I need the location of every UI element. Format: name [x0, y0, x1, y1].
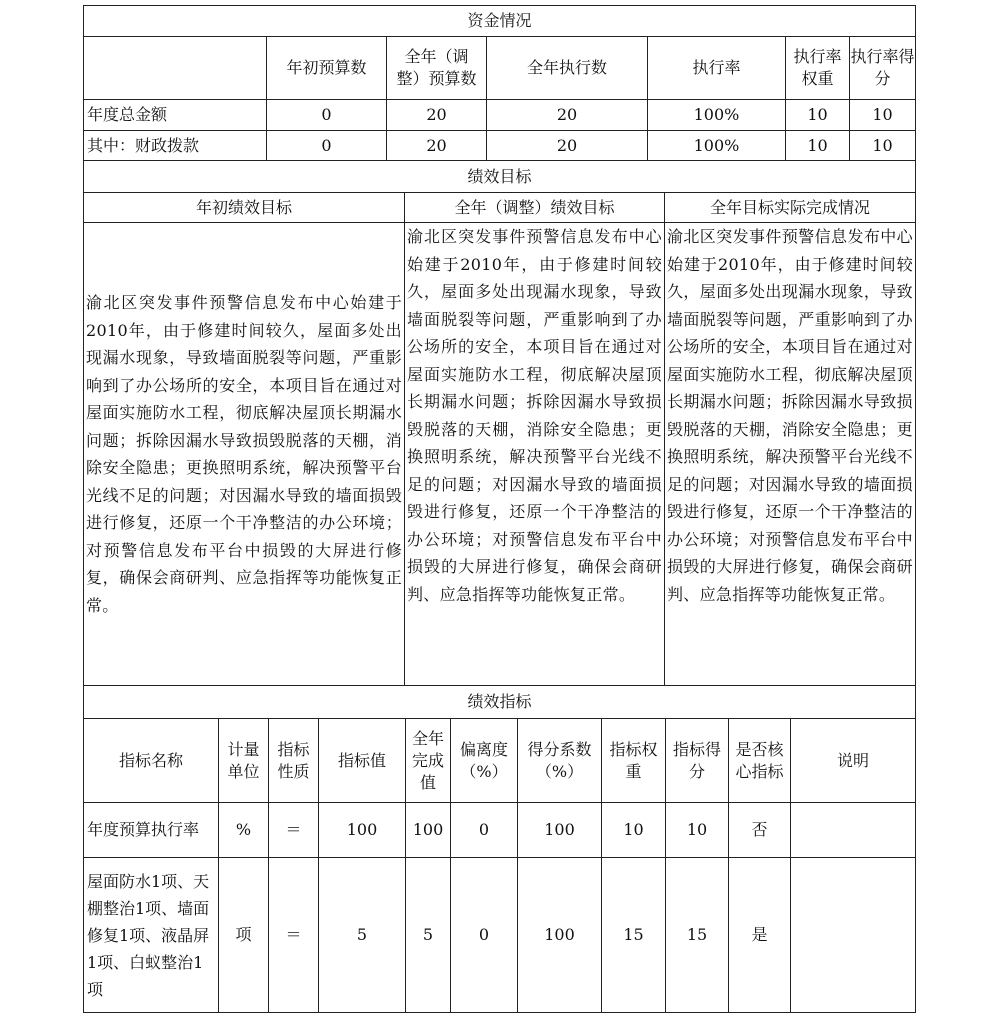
funds-cell: 20 [487, 131, 648, 161]
ind-cell: 10 [602, 803, 666, 858]
funds-table [83, 5, 916, 161]
ind-cell: 100 [319, 803, 406, 858]
ind-cell: % [219, 803, 269, 858]
funds-cell: 0 [267, 131, 387, 161]
goals-initial-text: 渝北区突发事件预警信息发布中心始建于2010年，由于修建时间较久，屋面多处出现漏水现象，导致墙面脱裂等问题，严重影响到了办公场所的安全，本项目旨在通过对屋面实施防水工程，彻底解决屋顶长期漏水问题；拆除因漏水导致损毁脱落的天棚，消除安全隐患；更换照明系统，解决预警平台光线不足的问题；对因漏水导致的墙面损毁进行修复，还原一个干净整洁的办公环境；对预警信息发布平台中损毁的大屏进行修复，确保会商研判、应急指挥等功能恢复正常。 [84, 223, 405, 686]
ind-header-core: 是否核心指标 [729, 719, 791, 803]
ind-cell [791, 803, 916, 858]
funds-cell: 10 [786, 131, 850, 161]
ind-cell: 5 [406, 858, 451, 1013]
funds-cell: 10 [850, 100, 916, 131]
ind-cell: 是 [729, 858, 791, 1013]
ind-header-nature: 指标性质 [269, 719, 319, 803]
funds-header-executed: 全年执行数 [487, 37, 648, 100]
ind-header-value: 指标值 [319, 719, 406, 803]
ind-cell: 0 [451, 858, 518, 1013]
ind-cell: 100 [518, 803, 602, 858]
goals-header-adjusted: 全年（调整）绩效目标 [405, 193, 665, 223]
funds-cell: 100% [648, 131, 786, 161]
funds-header-adjusted-budget: 全年（调整）预算数 [387, 37, 487, 100]
funds-cell: 0 [267, 100, 387, 131]
funds-row-label: 其中：财政拨款 [84, 131, 267, 161]
goals-header-initial: 年初绩效目标 [84, 193, 405, 223]
ind-cell: ＝ [269, 803, 319, 858]
funds-header-blank [84, 37, 267, 100]
ind-header-remark: 说明 [791, 719, 916, 803]
funds-cell: 10 [786, 100, 850, 131]
funds-header-weight: 执行率权重 [786, 37, 850, 100]
ind-cell: 否 [729, 803, 791, 858]
funds-cell: 20 [387, 131, 487, 161]
funds-cell: 100% [648, 100, 786, 131]
ind-cell: 15 [666, 858, 729, 1013]
ind-cell [791, 858, 916, 1013]
funds-header-score: 执行率得分 [850, 37, 916, 100]
performance-table [83, 5, 915, 1010]
ind-header-unit: 计量单位 [219, 719, 269, 803]
ind-name: 屋面防水1项、天棚整治1项、墙面修复1项、液晶屏1项、白蚁整治1项 [84, 858, 219, 1013]
funds-header-exec-rate: 执行率 [648, 37, 786, 100]
ind-header-name: 指标名称 [84, 719, 219, 803]
indicator-row [84, 858, 916, 1013]
indicator-row [84, 803, 916, 858]
ind-cell: 15 [602, 858, 666, 1013]
goals-header-actual: 全年目标实际完成情况 [665, 193, 916, 223]
ind-cell: 0 [451, 803, 518, 858]
funds-row [84, 131, 916, 161]
ind-cell: ＝ [269, 858, 319, 1013]
ind-header-deviation: 偏离度（%） [451, 719, 518, 803]
funds-cell: 20 [387, 100, 487, 131]
ind-header-weight: 指标权重 [602, 719, 666, 803]
funds-title: 资金情况 [84, 6, 916, 37]
ind-cell: 项 [219, 858, 269, 1013]
ind-header-coefficient: 得分系数（%） [518, 719, 602, 803]
ind-cell: 100 [406, 803, 451, 858]
ind-cell: 10 [666, 803, 729, 858]
funds-cell: 10 [850, 131, 916, 161]
ind-header-completed: 全年完成值 [406, 719, 451, 803]
indicators-table [83, 686, 916, 1013]
indicators-title: 绩效指标 [84, 686, 916, 719]
funds-row [84, 100, 916, 131]
ind-header-score: 指标得分 [666, 719, 729, 803]
funds-row-label: 年度总金额 [84, 100, 267, 131]
goals-table [83, 161, 916, 686]
goals-adjusted-text: 渝北区突发事件预警信息发布中心始建于2010年，由于修建时间较久，屋面多处出现漏水现象，导致墙面脱裂等问题，严重影响到了办公场所的安全，本项目旨在通过对屋面实施防水工程，彻底解决屋顶长期漏水问题；拆除因漏水导致损毁脱落的天棚，消除安全隐患；更换照明系统，解决预警平台光线不足的问题；对因漏水导致的墙面损毁进行修复，还原一个干净整洁的办公环境；对预警信息发布平台中损毁的大屏进行修复，确保会商研判、应急指挥等功能恢复正常。 [405, 223, 665, 686]
ind-name: 年度预算执行率 [84, 803, 219, 858]
goals-actual-text: 渝北区突发事件预警信息发布中心始建于2010年，由于修建时间较久，屋面多处出现漏水现象，导致墙面脱裂等问题，严重影响到了办公场所的安全，本项目旨在通过对屋面实施防水工程，彻底解决屋顶长期漏水问题；拆除因漏水导致损毁脱落的天棚，消除安全隐患；更换照明系统，解决预警平台光线不足的问题；对因漏水导致的墙面损毁进行修复，还原一个干净整洁的办公环境；对预警信息发布平台中损毁的大屏进行修复，确保会商研判、应急指挥等功能恢复正常。 [665, 223, 916, 686]
goals-title: 绩效目标 [84, 161, 916, 193]
funds-header-initial-budget: 年初预算数 [267, 37, 387, 100]
ind-cell: 5 [319, 858, 406, 1013]
ind-cell: 100 [518, 858, 602, 1013]
funds-cell: 20 [487, 100, 648, 131]
